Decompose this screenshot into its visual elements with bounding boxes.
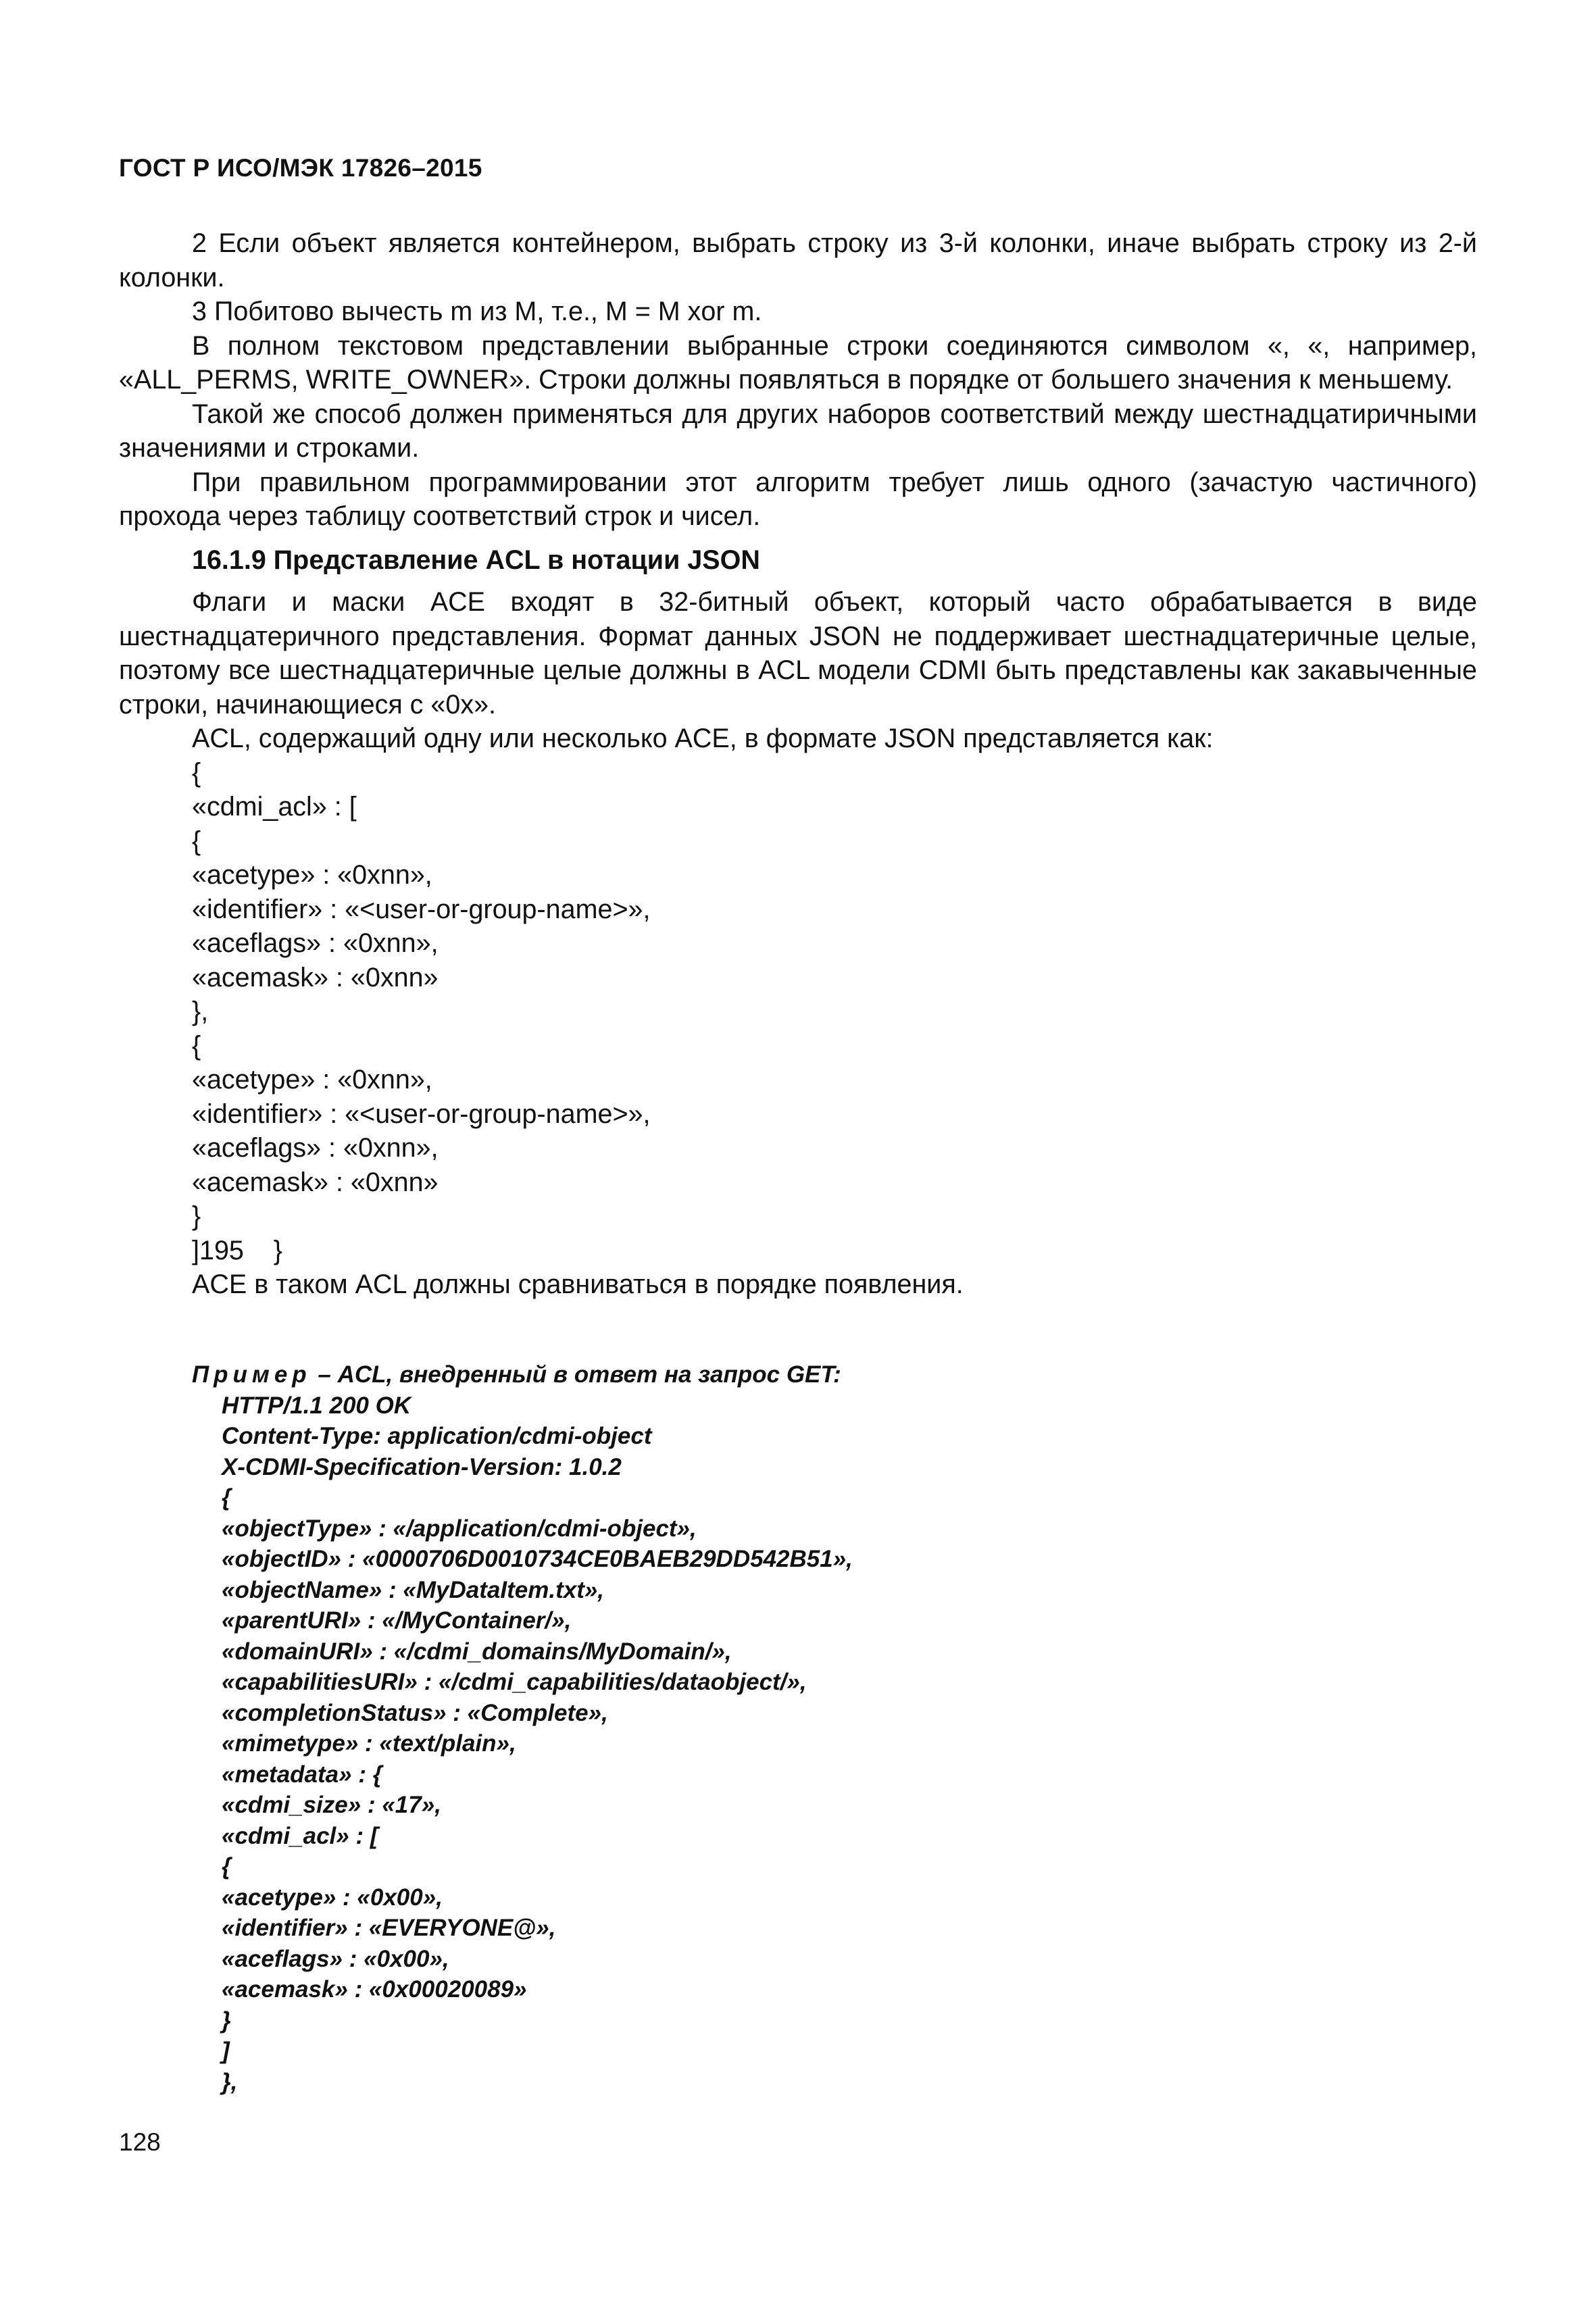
example-line: }	[222, 2007, 231, 2034]
example-line: «aceflags» : «0x00»,	[222, 1945, 449, 1972]
example-line: «parentURI» : «/MyContainer/»,	[222, 1607, 572, 1634]
example-label: Пример	[192, 1361, 311, 1388]
example-line: Content-Type: application/cdmi-object	[222, 1423, 652, 1449]
example-line: «objectName» : «MyDataItem.txt»,	[222, 1576, 605, 1603]
json-line: {	[192, 1030, 201, 1061]
json-line: }	[192, 1201, 201, 1231]
json-line: «identifier» : «<user-or-group-name>»,	[192, 894, 651, 924]
paragraph: В полном текстовом представлении выбранные строки соединяются символом «, «, например, «ALL_PERMS, WRITE_OWNER». Строки должны появляться в порядке от большего значения к меньшему.	[119, 330, 1477, 395]
document-header: ГОСТ Р ИСО/МЭК 17826–2015	[119, 154, 482, 182]
example-title: – ACL, внедренный в ответ на запрос GET:	[311, 1361, 841, 1388]
example-line: X-CDMI-Specification-Version: 1.0.2	[222, 1453, 622, 1480]
example-line: «completionStatus» : «Complete»,	[222, 1699, 608, 1726]
example-block	[119, 1359, 1477, 2097]
example-line: «domainURI» : «/cdmi_domains/MyDomain/»,	[222, 1638, 732, 1665]
paragraph: Флаги и маски ACE входят в 32-битный объект, который часто обрабатывается в виде шестнадцатеричного представления. Формат данных JSON не поддерживает шестнадцатеричные целые, поэтому все шестнадцатеричные целые должны в ACL модели CDMI быть представлены как закавыченные строки, начинающиеся с «0x».	[119, 587, 1477, 720]
example-line: },	[222, 2068, 238, 2095]
json-line: {	[192, 826, 201, 856]
example-line: ]	[222, 2038, 230, 2064]
example-line: «cdmi_acl» : [	[222, 1822, 378, 1849]
json-line: {	[192, 757, 201, 788]
document-body	[119, 226, 1477, 1302]
json-line: «acetype» : «0xnn»,	[192, 860, 432, 890]
paragraph: 3 Побитово вычесть m из M, т.е., M = M xor m.	[192, 297, 762, 326]
json-line: «aceflags» : «0xnn»,	[192, 928, 439, 958]
example-line: «identifier» : «EVERYONE@»,	[222, 1915, 556, 1941]
example-line: HTTP/1.1 200 OK	[222, 1392, 412, 1419]
json-line: «identifier» : «<user-or-group-name>»,	[192, 1099, 651, 1129]
example-line: «metadata» : {	[222, 1761, 382, 1788]
example-line: «capabilitiesURI» : «/cdmi_capabilities/dataobject/»,	[222, 1669, 807, 1695]
json-line: «acetype» : «0xnn»,	[192, 1065, 432, 1095]
paragraph: При правильном программировании этот алгоритм требует лишь одного (зачастую частичного) прохода через таблицу соответствий строк и чисел.	[119, 467, 1477, 531]
example-line: «objectType» : «/application/cdmi-object»,	[222, 1515, 697, 1542]
document-page	[119, 0, 1477, 2314]
paragraph: ACL, содержащий одну или несколько ACE, в формате JSON представляется как:	[192, 724, 1214, 753]
json-line: «cdmi_acl» : [	[192, 792, 357, 822]
json-line: «aceflags» : «0xnn»,	[192, 1133, 439, 1163]
example-line: {	[222, 1484, 231, 1511]
json-line: },	[192, 997, 209, 1026]
example-line: «cdmi_size» : «17»,	[222, 1792, 441, 1818]
paragraph: 2 Если объект является контейнером, выбрать строку из 3-й колонки, иначе выбрать строку из 2-й колонки.	[119, 228, 1477, 293]
json-structure-block	[119, 756, 1477, 1302]
example-line: «acemask» : «0x00020089»	[222, 1976, 527, 2003]
json-line: «acemask» : «0xnn»	[192, 962, 439, 992]
example-line: «acetype» : «0x00»,	[222, 1884, 443, 1911]
section-heading: 16.1.9 Представление ACL в нотации JSON	[192, 545, 760, 575]
page-number: 128	[119, 2128, 161, 2156]
json-line: ]195 }	[192, 1235, 282, 1265]
paragraph: Такой же способ должен применяться для других наборов соответствий между шестнадцатиричными значениями и строками.	[119, 399, 1477, 463]
json-line: «acemask» : «0xnn»	[192, 1167, 439, 1197]
json-line: ACE в таком ACL должны сравниваться в порядке появления.	[192, 1269, 964, 1299]
example-heading	[119, 1359, 1477, 1390]
example-line: «objectID» : «0000706D0010734CE0BAEB29DD542B51»,	[222, 1546, 853, 1572]
example-line: «mimetype» : «text/plain»,	[222, 1730, 516, 1757]
example-line: {	[222, 1853, 231, 1880]
